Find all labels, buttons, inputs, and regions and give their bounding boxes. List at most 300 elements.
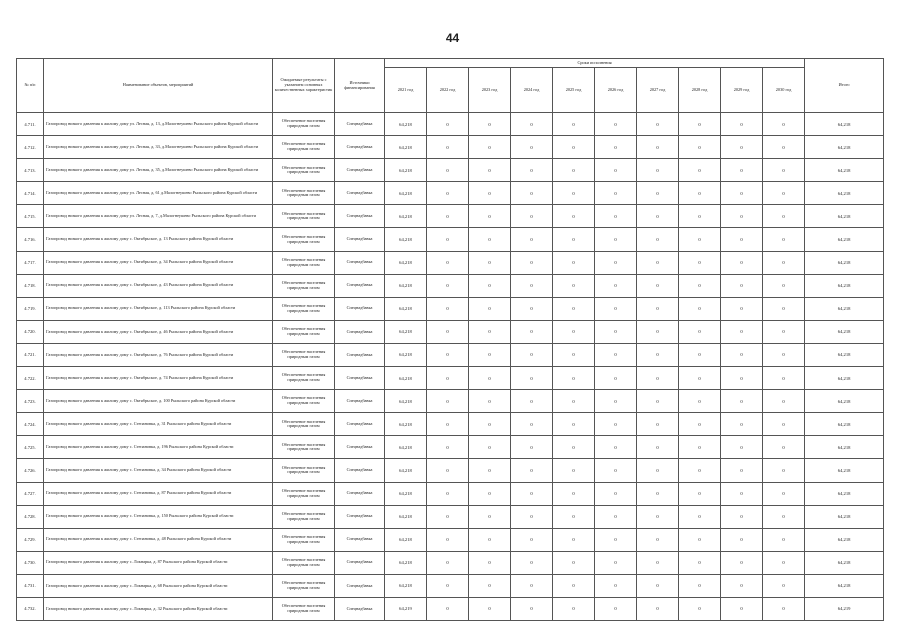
- row-year-value: 0: [469, 528, 511, 551]
- row-name: Газопровод низкого давления к жилому дому с. Октябрьское, д. 46 Рыльского района Курской области: [44, 320, 273, 343]
- row-year-value: 0: [553, 482, 595, 505]
- row-year-value: 0: [637, 528, 679, 551]
- row-result: Обеспечение населения природным газом: [273, 367, 335, 390]
- row-year-value: 0: [721, 228, 763, 251]
- header-year: 2021 год: [385, 68, 427, 113]
- row-year-value: 0: [427, 320, 469, 343]
- row-year-value: 0: [763, 459, 805, 482]
- row-year-value: 0: [469, 113, 511, 136]
- row-source: Спецнадбавка: [335, 436, 385, 459]
- row-year-value: 0: [427, 343, 469, 366]
- row-source: Спецнадбавка: [335, 343, 385, 366]
- row-year-value: 0: [511, 136, 553, 159]
- header-year: 2023 год: [469, 68, 511, 113]
- row-year-value: 0: [511, 367, 553, 390]
- row-year-value: 0: [553, 113, 595, 136]
- row-year-value: 0: [679, 574, 721, 597]
- row-source: Спецнадбавка: [335, 505, 385, 528]
- row-source: Спецнадбавка: [335, 136, 385, 159]
- row-result: Обеспечение населения природным газом: [273, 436, 335, 459]
- row-name: Газопровод низкого давления к жилому дому с. Степановка, д. 34 Рыльского района Курской области: [44, 459, 273, 482]
- row-year-value: 0: [553, 551, 595, 574]
- row-year-value: 0: [763, 413, 805, 436]
- row-number: 4.726.: [17, 459, 44, 482]
- row-year-value: 0: [595, 320, 637, 343]
- row-year-value: 0: [721, 113, 763, 136]
- row-year-value: 0: [679, 482, 721, 505]
- row-name: Газопровод низкого давления к жилому дому с. Степановка, д. 150 Рыльского района Курской области: [44, 505, 273, 528]
- row-number: 4.731.: [17, 574, 44, 597]
- row-total: 64,218: [805, 482, 884, 505]
- row-year-value: 0: [595, 528, 637, 551]
- row-source: Спецнадбавка: [335, 274, 385, 297]
- row-year-value: 0: [637, 482, 679, 505]
- row-year-value: 0: [511, 551, 553, 574]
- row-source: Спецнадбавка: [335, 459, 385, 482]
- header-num: № п/п: [17, 59, 44, 113]
- row-year-value: 0: [637, 136, 679, 159]
- row-year-value: 0: [553, 343, 595, 366]
- row-year-value: 64,218: [385, 228, 427, 251]
- row-year-value: 0: [721, 436, 763, 459]
- row-result: Обеспечение населения природным газом: [273, 228, 335, 251]
- row-total: 64,218: [805, 436, 884, 459]
- row-year-value: 0: [469, 228, 511, 251]
- row-year-value: 0: [511, 528, 553, 551]
- row-name: Газопровод низкого давления к жилому дому с. Октябрьское, д. 74 Рыльского района Курской области: [44, 367, 273, 390]
- row-year-value: 0: [553, 459, 595, 482]
- row-total: 64,218: [805, 413, 884, 436]
- row-year-value: 0: [553, 228, 595, 251]
- row-number: 4.721.: [17, 343, 44, 366]
- row-number: 4.723.: [17, 390, 44, 413]
- row-year-value: 0: [721, 343, 763, 366]
- row-year-value: 0: [511, 459, 553, 482]
- row-year-value: 0: [553, 413, 595, 436]
- row-year-value: 0: [427, 113, 469, 136]
- row-year-value: 0: [553, 159, 595, 182]
- row-year-value: 0: [427, 367, 469, 390]
- row-year-value: 0: [469, 551, 511, 574]
- row-year-value: 0: [469, 182, 511, 205]
- table-row: [17, 390, 884, 413]
- table-row: [17, 205, 884, 228]
- header-name: Наименование объектов, мероприятий: [44, 59, 273, 113]
- row-result: Обеспечение населения природным газом: [273, 274, 335, 297]
- header-total: Итого: [805, 59, 884, 113]
- row-name: Газопровод низкого давления к жилому дому с. Октябрьское, д. 113 Рыльского района Курской области: [44, 297, 273, 320]
- row-name: Газопровод низкого давления к жилому дому ул. Лесная, д. 13, д.Малогнеушево Рыльского района Курской области: [44, 113, 273, 136]
- row-year-value: 0: [511, 297, 553, 320]
- table-row: [17, 574, 884, 597]
- row-year-value: 0: [679, 597, 721, 620]
- row-year-value: 0: [427, 551, 469, 574]
- row-year-value: 64,218: [385, 159, 427, 182]
- row-year-value: 0: [763, 159, 805, 182]
- row-year-value: 64,218: [385, 320, 427, 343]
- row-year-value: 0: [595, 182, 637, 205]
- row-year-value: 0: [469, 597, 511, 620]
- row-result: Обеспечение населения природным газом: [273, 159, 335, 182]
- row-year-value: 0: [469, 297, 511, 320]
- row-year-value: 0: [595, 436, 637, 459]
- row-year-value: 0: [679, 159, 721, 182]
- row-year-value: 0: [427, 436, 469, 459]
- row-name: Газопровод низкого давления к жилому дому с. Октябрьское, д. 76 Рыльского района Курской области: [44, 343, 273, 366]
- row-number: 4.712.: [17, 136, 44, 159]
- row-year-value: 0: [427, 528, 469, 551]
- row-result: Обеспечение населения природным газом: [273, 459, 335, 482]
- row-total: 64,218: [805, 574, 884, 597]
- row-year-value: 0: [637, 551, 679, 574]
- row-year-value: 0: [763, 320, 805, 343]
- row-year-value: 0: [427, 413, 469, 436]
- row-year-value: 0: [553, 136, 595, 159]
- row-year-value: 64,219: [385, 597, 427, 620]
- row-year-value: 0: [763, 228, 805, 251]
- row-year-value: 0: [679, 343, 721, 366]
- row-year-value: 0: [553, 205, 595, 228]
- row-year-value: 0: [595, 482, 637, 505]
- row-year-value: 0: [763, 574, 805, 597]
- row-result: Обеспечение населения природным газом: [273, 390, 335, 413]
- row-result: Обеспечение населения природным газом: [273, 251, 335, 274]
- row-year-value: 0: [595, 136, 637, 159]
- program-table: [16, 58, 884, 621]
- row-total: 64,218: [805, 159, 884, 182]
- row-year-value: 0: [637, 436, 679, 459]
- row-year-value: 0: [763, 436, 805, 459]
- header-year: 2024 год: [511, 68, 553, 113]
- row-result: Обеспечение населения природным газом: [273, 320, 335, 343]
- row-name: Газопровод низкого давления к жилому дому с. Октябрьское, д. 43 Рыльского района Курской области: [44, 274, 273, 297]
- row-year-value: 0: [595, 367, 637, 390]
- row-year-value: 0: [511, 505, 553, 528]
- row-source: Спецнадбавка: [335, 390, 385, 413]
- row-total: 64,218: [805, 390, 884, 413]
- row-total: 64,218: [805, 205, 884, 228]
- row-year-value: 0: [427, 228, 469, 251]
- row-name: Газопровод низкого давления к жилому дому ул. Лесная, д. 7, д.Малогнеушево Рыльского района Курской области: [44, 205, 273, 228]
- row-year-value: 0: [595, 413, 637, 436]
- row-year-value: 0: [511, 274, 553, 297]
- row-source: Спецнадбавка: [335, 205, 385, 228]
- table-row: [17, 297, 884, 320]
- row-year-value: 0: [595, 205, 637, 228]
- row-year-value: 64,218: [385, 528, 427, 551]
- row-year-value: 0: [763, 551, 805, 574]
- row-year-value: 0: [637, 343, 679, 366]
- row-name: Газопровод низкого давления к жилому дому ул. Лесная, д. 33, д.Малогнеушево Рыльского района Курской области: [44, 136, 273, 159]
- table-row: [17, 551, 884, 574]
- row-total: 64,218: [805, 228, 884, 251]
- row-name: Газопровод низкого давления к жилому дому с. Октябрьское, д. 34 Рыльского района Курской области: [44, 251, 273, 274]
- row-year-value: 0: [553, 505, 595, 528]
- header-period: Сроки исполнения: [385, 59, 805, 68]
- table-row: [17, 597, 884, 620]
- row-number: 4.727.: [17, 482, 44, 505]
- row-year-value: 0: [763, 205, 805, 228]
- table-body: [17, 113, 884, 621]
- row-year-value: 0: [427, 136, 469, 159]
- row-total: 64,218: [805, 528, 884, 551]
- row-year-value: 0: [679, 413, 721, 436]
- row-total: 64,218: [805, 136, 884, 159]
- row-year-value: 0: [553, 574, 595, 597]
- table-row: [17, 113, 884, 136]
- row-year-value: 0: [595, 343, 637, 366]
- row-year-value: 64,218: [385, 505, 427, 528]
- row-year-value: 0: [763, 182, 805, 205]
- row-year-value: 0: [637, 297, 679, 320]
- row-name: Газопровод низкого давления к жилому дому ул. Лесная, д. 61 д.Малогнеушево Рыльского района Курской области: [44, 182, 273, 205]
- row-year-value: 0: [511, 205, 553, 228]
- row-year-value: 0: [763, 297, 805, 320]
- row-name: Газопровод низкого давления к жилому дому с. Локнарка, д. 68 Рыльского района Курской области: [44, 574, 273, 597]
- row-year-value: 0: [721, 367, 763, 390]
- row-year-value: 0: [427, 597, 469, 620]
- row-total: 64,218: [805, 505, 884, 528]
- row-year-value: 0: [553, 390, 595, 413]
- row-result: Обеспечение населения природным газом: [273, 343, 335, 366]
- row-total: 64,218: [805, 320, 884, 343]
- table-row: [17, 159, 884, 182]
- header-year: 2030 год: [763, 68, 805, 113]
- row-year-value: 0: [721, 159, 763, 182]
- row-year-value: 0: [679, 459, 721, 482]
- row-year-value: 0: [763, 251, 805, 274]
- row-year-value: 0: [763, 113, 805, 136]
- row-year-value: 0: [553, 182, 595, 205]
- table-header: [17, 59, 884, 113]
- row-year-value: 0: [511, 113, 553, 136]
- header-result: Ожидаемые результаты с указанием основных количественных характеристик: [273, 59, 335, 113]
- row-year-value: 0: [427, 182, 469, 205]
- row-number: 4.725.: [17, 436, 44, 459]
- table-row: [17, 413, 884, 436]
- row-year-value: 0: [511, 228, 553, 251]
- table-row: [17, 182, 884, 205]
- row-year-value: 0: [721, 136, 763, 159]
- row-result: Обеспечение населения природным газом: [273, 505, 335, 528]
- row-year-value: 0: [637, 367, 679, 390]
- table-row: [17, 482, 884, 505]
- row-year-value: 0: [553, 367, 595, 390]
- row-year-value: 0: [427, 297, 469, 320]
- row-year-value: 0: [553, 436, 595, 459]
- row-year-value: 0: [553, 320, 595, 343]
- row-year-value: 64,218: [385, 136, 427, 159]
- row-year-value: 0: [595, 159, 637, 182]
- row-source: Спецнадбавка: [335, 228, 385, 251]
- header-year: 2028 год: [679, 68, 721, 113]
- row-result: Обеспечение населения природным газом: [273, 551, 335, 574]
- row-year-value: 64,218: [385, 343, 427, 366]
- row-year-value: 0: [469, 251, 511, 274]
- row-year-value: 0: [511, 574, 553, 597]
- row-year-value: 0: [469, 320, 511, 343]
- row-year-value: 0: [721, 459, 763, 482]
- row-year-value: 0: [763, 528, 805, 551]
- row-total: 64,218: [805, 297, 884, 320]
- row-year-value: 0: [595, 390, 637, 413]
- row-year-value: 0: [763, 482, 805, 505]
- row-number: 4.729.: [17, 528, 44, 551]
- row-year-value: 0: [637, 159, 679, 182]
- table-row: [17, 228, 884, 251]
- row-total: 64,218: [805, 113, 884, 136]
- row-year-value: 0: [679, 320, 721, 343]
- row-year-value: 0: [427, 159, 469, 182]
- row-source: Спецнадбавка: [335, 367, 385, 390]
- row-result: Обеспечение населения природным газом: [273, 574, 335, 597]
- row-year-value: 0: [427, 574, 469, 597]
- row-total: 64,219: [805, 597, 884, 620]
- row-year-value: 0: [553, 528, 595, 551]
- row-year-value: 0: [511, 320, 553, 343]
- row-year-value: 0: [721, 320, 763, 343]
- row-number: 4.718.: [17, 274, 44, 297]
- row-year-value: 0: [511, 436, 553, 459]
- row-year-value: 0: [595, 551, 637, 574]
- row-year-value: 0: [511, 343, 553, 366]
- row-year-value: 64,218: [385, 413, 427, 436]
- row-year-value: 0: [511, 251, 553, 274]
- row-year-value: 0: [763, 505, 805, 528]
- row-year-value: 0: [469, 482, 511, 505]
- row-year-value: 0: [763, 367, 805, 390]
- row-year-value: 0: [721, 413, 763, 436]
- table-row: [17, 274, 884, 297]
- row-year-value: 0: [595, 597, 637, 620]
- header-year: 2025 год: [553, 68, 595, 113]
- row-year-value: 0: [679, 205, 721, 228]
- row-year-value: 0: [637, 574, 679, 597]
- row-year-value: 64,218: [385, 459, 427, 482]
- table-row: [17, 367, 884, 390]
- row-year-value: 0: [763, 136, 805, 159]
- row-result: Обеспечение населения природным газом: [273, 182, 335, 205]
- row-name: Газопровод низкого давления к жилому дому ул. Лесная, д. 35, д.Малогнеушево Рыльского района Курской области: [44, 159, 273, 182]
- table-row: [17, 459, 884, 482]
- table-row: [17, 436, 884, 459]
- row-number: 4.717.: [17, 251, 44, 274]
- row-source: Спецнадбавка: [335, 482, 385, 505]
- row-year-value: 0: [637, 251, 679, 274]
- row-number: 4.732.: [17, 597, 44, 620]
- row-name: Газопровод низкого давления к жилому дому с. Степановка, д. 48 Рыльского района Курской области: [44, 528, 273, 551]
- row-source: Спецнадбавка: [335, 182, 385, 205]
- row-total: 64,218: [805, 551, 884, 574]
- row-year-value: 0: [721, 390, 763, 413]
- row-year-value: 0: [595, 228, 637, 251]
- row-year-value: 0: [469, 505, 511, 528]
- row-year-value: 0: [679, 182, 721, 205]
- table-row: [17, 136, 884, 159]
- table-row: [17, 528, 884, 551]
- row-year-value: 0: [679, 528, 721, 551]
- row-year-value: 0: [721, 251, 763, 274]
- row-name: Газопровод низкого давления к жилому дому с. Локнарка, д. 87 Рыльского района Курской области: [44, 551, 273, 574]
- row-source: Спецнадбавка: [335, 413, 385, 436]
- row-year-value: 0: [637, 390, 679, 413]
- row-year-value: 0: [469, 136, 511, 159]
- row-total: 64,218: [805, 182, 884, 205]
- row-year-value: 0: [679, 297, 721, 320]
- row-total: 64,218: [805, 251, 884, 274]
- row-name: Газопровод низкого давления к жилому дому с. Степановка, д. 196 Рыльского района Курской области: [44, 436, 273, 459]
- row-number: 4.722.: [17, 367, 44, 390]
- row-year-value: 0: [511, 182, 553, 205]
- row-number: 4.715.: [17, 205, 44, 228]
- row-year-value: 0: [721, 597, 763, 620]
- row-source: Спецнадбавка: [335, 113, 385, 136]
- row-total: 64,218: [805, 459, 884, 482]
- row-year-value: 0: [637, 597, 679, 620]
- row-year-value: 64,218: [385, 113, 427, 136]
- header-year: 2026 год: [595, 68, 637, 113]
- row-year-value: 0: [595, 251, 637, 274]
- row-year-value: 0: [721, 551, 763, 574]
- row-number: 4.728.: [17, 505, 44, 528]
- row-source: Спецнадбавка: [335, 597, 385, 620]
- row-year-value: 0: [511, 413, 553, 436]
- row-year-value: 0: [427, 274, 469, 297]
- row-year-value: 0: [511, 597, 553, 620]
- row-year-value: 0: [721, 274, 763, 297]
- row-year-value: 0: [469, 274, 511, 297]
- row-result: Обеспечение населения природным газом: [273, 413, 335, 436]
- row-year-value: 0: [469, 159, 511, 182]
- row-number: 4.719.: [17, 297, 44, 320]
- row-year-value: 0: [469, 574, 511, 597]
- row-source: Спецнадбавка: [335, 528, 385, 551]
- row-year-value: 0: [469, 390, 511, 413]
- row-year-value: 0: [721, 297, 763, 320]
- row-name: Газопровод низкого давления к жилому дому с. Октябрьское, д. 13 Рыльского района Курской области: [44, 228, 273, 251]
- row-year-value: 0: [469, 367, 511, 390]
- row-result: Обеспечение населения природным газом: [273, 528, 335, 551]
- row-result: Обеспечение населения природным газом: [273, 205, 335, 228]
- row-year-value: 0: [469, 343, 511, 366]
- row-year-value: 64,218: [385, 367, 427, 390]
- page-number: 44: [445, 31, 460, 45]
- row-source: Спецнадбавка: [335, 159, 385, 182]
- row-year-value: 0: [595, 505, 637, 528]
- row-result: Обеспечение населения природным газом: [273, 297, 335, 320]
- row-year-value: 0: [469, 436, 511, 459]
- row-year-value: 0: [679, 551, 721, 574]
- header-year: 2027 год: [637, 68, 679, 113]
- row-year-value: 0: [679, 390, 721, 413]
- row-year-value: 0: [679, 136, 721, 159]
- row-year-value: 0: [637, 320, 679, 343]
- row-number: 4.716.: [17, 228, 44, 251]
- row-year-value: 64,218: [385, 297, 427, 320]
- row-year-value: 0: [427, 459, 469, 482]
- row-number: 4.720.: [17, 320, 44, 343]
- row-number: 4.713.: [17, 159, 44, 182]
- row-year-value: 0: [637, 113, 679, 136]
- row-result: Обеспечение населения природным газом: [273, 482, 335, 505]
- table-row: [17, 343, 884, 366]
- row-year-value: 0: [469, 459, 511, 482]
- row-year-value: 64,218: [385, 205, 427, 228]
- row-name: Газопровод низкого давления к жилому дому с. Октябрьское, д. 100 Рыльского района Курской области: [44, 390, 273, 413]
- row-year-value: 0: [637, 505, 679, 528]
- row-source: Спецнадбавка: [335, 574, 385, 597]
- row-number: 4.730.: [17, 551, 44, 574]
